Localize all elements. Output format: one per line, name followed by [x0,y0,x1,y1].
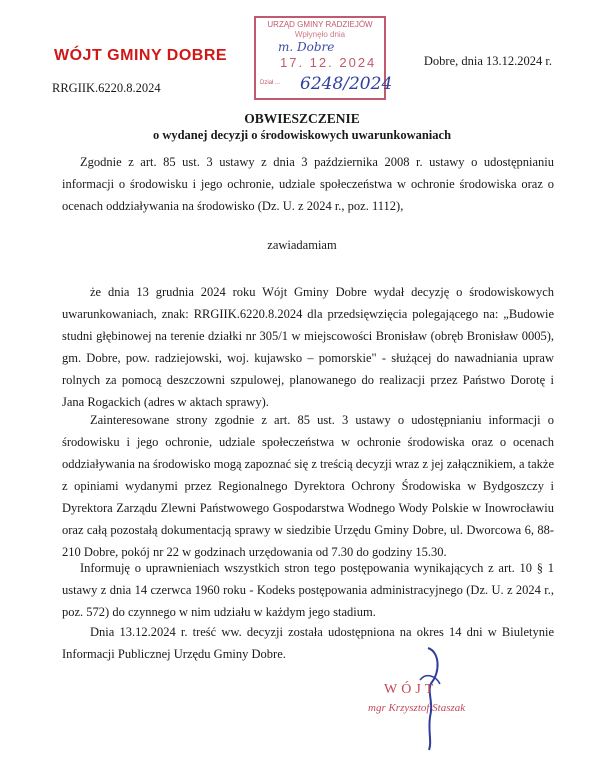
stamp-handwritten-number: 6248/2024 [300,74,393,94]
decision-paragraph: że dnia 13 grudnia 2024 roku Wójt Gminy Dobre wydał decyzję o środowiskowych uwarunkowaniach, znak: RRGIIK.6220.8.2024 dla przedsięwzięcia polegającego na: „Budowie studni głębinowej na terenie działki nr 305/1 w miejscowości Bronisław (obręb Bronisław 0005), gm. Dobre, pow. radziejowski, woj. kujawsko – pomorskie" - służącej do nawadniania upraw rolnych za pomocą deszczowni szpulowej, planowanego do realizacji przez Państwo Dorotę i Jana Rogackich (adres w aktach sprawy). [62,285,554,409]
document-title: OBWIESZCZENIE [244,111,360,126]
stamp-handwritten-place: m. Dobre [278,40,335,54]
publication-paragraph: Dnia 13.12.2024 r. treść ww. decyzji została udostępniona na okres 14 dni w Biuletynie Informacji Publicznej Urzędu Gminy Dobre. [62,625,554,661]
document-subtitle: o wydanej decyzji o środowiskowych uwarunkowaniach [152,128,452,142]
rights-paragraph: Informuję o uprawnieniach wszystkich stron tego postępowania wynikających z art. 10 § 1 ustawy z dnia 14 czerwca 1960 roku - Kodeks postępowania administracyjnego (Dz. U. z 2024 r., poz. 572) do czynnego w nim udziału w każdym jego stadium. [62,561,554,619]
case-signature-number: RRGIIK.6220.8.2024 [52,81,161,95]
receipt-stamp [254,16,393,100]
stamp-date: 17. 12. 2024 [280,55,377,70]
announcement-word: zawiadamiam [267,238,337,252]
stamp-received-label: Wpłynęło dnia [294,30,346,39]
stamp-office: URZĄD GMINY RADZIEJÓW [267,20,373,29]
place-and-date: Dobre, dnia 13.12.2024 r. [423,54,552,68]
stamp-department: Dział ... [260,80,281,86]
issuer-heading: WÓJT GMINY DOBRE [54,47,228,64]
legal-basis-paragraph: Zgodnie z art. 85 ust. 3 ustawy z dnia 3 października 2008 r. ustawy o udostępnianiu informacji o środowisku i jego ochronie, udziale społeczeństwa w ochronie środowiska oraz o ocenach oddziaływania na środowisko (Dz. U. z 2024 r., poz. 1112), [62,155,554,213]
access-paragraph: Zainteresowane strony zgodnie z art. 85 ust. 3 ustawy o udostępnianiu informacji o środowisku i jego ochronie, udziale społeczeństwa w ochronie środowiska oraz o ocenach oddziaływania na środowisko mogą zapoznać się z treścią decyzji wraz z jej załącznikiem, a także z opiniami wydanymi przez Regionalnego Dyrektora Ochrony Środowiska w Bydgoszczy i Dyrektora Zarządu Zlewni Państwowego Gospodarstwa Wodnego Wody Polskie w Inowrocławiu oraz całą pozostałą dokumentacją sprawy w siedzibie Urzędu Gminy Dobre, ul. Dworcowa 6, 88-210 Dobre, pokój nr 22 w godzinach urzędowania od 7.30 do godziny 15.30. [62,413,554,559]
signatory-name: mgr Krzysztof Staszak [368,702,466,714]
signatory-title: WÓJT [384,682,438,697]
